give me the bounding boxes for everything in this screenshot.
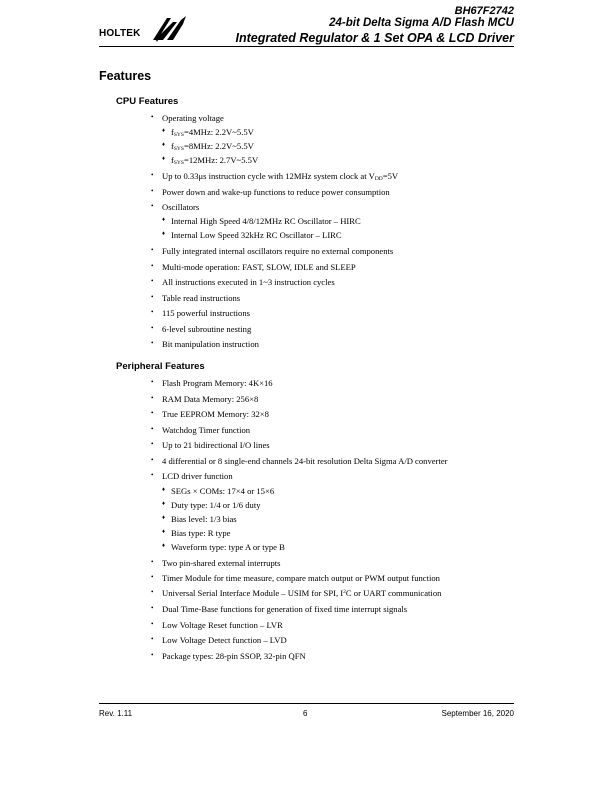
list-subitem: ♦ Bias type: R type [171,528,230,538]
list-item: • 115 powerful instructions [162,308,250,318]
list-subitem: ♦ $f_{SYS}=4MHz$: 2.2V~5.5V [171,127,254,138]
cpu-features-heading: CPU Features [116,96,179,107]
list-item: • Bit manipulation instruction [162,339,259,349]
list-item: • Oscillators [162,202,199,212]
features-heading: Features [99,69,152,83]
list-subitem: ♦ Waveform type: type A or type B [171,542,285,552]
list-subitem: ♦ SEGs × COMs: 17×4 or 15×6 [171,486,274,496]
holtek-logo-icon [153,14,187,44]
list-item: • Low Voltage Reset function – LVR [162,620,283,630]
list-item: • Two pin-shared external interrupts [162,558,280,568]
holtek-logo [99,14,189,44]
list-subitem: ♦ Bias level: 1/3 bias [171,514,237,524]
list-item: • Up to 21 bidirectional I/O lines [162,440,270,450]
list-item: • LCD driver function [162,471,233,481]
list-item: • True EEPROM Memory: 32×8 [162,409,269,419]
revision-label: Rev. 1.11 [99,709,133,718]
page-number: 6 [303,709,308,718]
list-item: • Flash Program Memory: 4K×16 [162,378,273,388]
list-item: • Watchdog Timer function [162,425,250,435]
list-item: • Timer Module for time measure, compare match output or PWM output function [162,573,440,583]
list-item: • Fully integrated internal oscillators require no external components [162,246,393,256]
doc-title-line1: 24-bit Delta Sigma A/D Flash MCU [329,17,514,29]
doc-title-line2: Integrated Regulator & 1 Set OPA & LCD Driver [235,31,514,45]
footer-rule [99,703,514,704]
list-item: • Multi-mode operation: FAST, SLOW, IDLE and SLEEP [162,262,356,272]
list-subitem: ♦ $f_{SYS}=12MHz$: 2.7V~5.5V [171,155,258,166]
list-item: • Universal Serial Interface Module – USIM for SPI, $I^2C$ or UART communication [162,588,441,598]
list-item: • Dual Time-Base functions for generation of fixed time interrupt signals [162,604,407,614]
list-item: • Package types: 28-pin SSOP, 32-pin QFN [162,651,306,661]
list-item: • Power down and wake-up functions to reduce power consumption [162,187,390,197]
list-item: • Table read instructions [162,293,240,303]
list-item: • Low Voltage Detect function – LVD [162,635,287,645]
list-item: • 6-level subroutine nesting [162,324,251,334]
peripheral-features-heading: Peripheral Features [116,361,205,372]
list-item: • Operating voltage [162,113,224,123]
list-subitem: ♦ $f_{SYS}=8MHz$: 2.2V~5.5V [171,141,254,152]
list-subitem: ♦ Duty type: 1/4 or 1/6 duty [171,500,261,510]
logo-wordmark: HOLTEK [99,28,141,39]
header-rule [99,46,514,47]
list-item: • 4 differential or 8 single-end channels 24-bit resolution Delta Sigma A/D converter [162,456,448,466]
list-subitem: ♦ Internal Low Speed 32kHz RC Oscillator – LIRC [171,230,342,240]
list-subitem: ♦ Internal High Speed 4/8/12MHz RC Oscillator – HIRC [171,216,361,226]
list-item: • Up to 0.33μs instruction cycle with 12MHz system clock at $V_{DD}=5V$ [162,171,398,182]
part-number: BH67F2742 [454,5,514,17]
list-item: • RAM Data Memory: 256×8 [162,394,258,404]
footer-date: September 16, 2020 [441,709,514,718]
list-item: • All instructions executed in 1~3 instruction cycles [162,277,335,287]
